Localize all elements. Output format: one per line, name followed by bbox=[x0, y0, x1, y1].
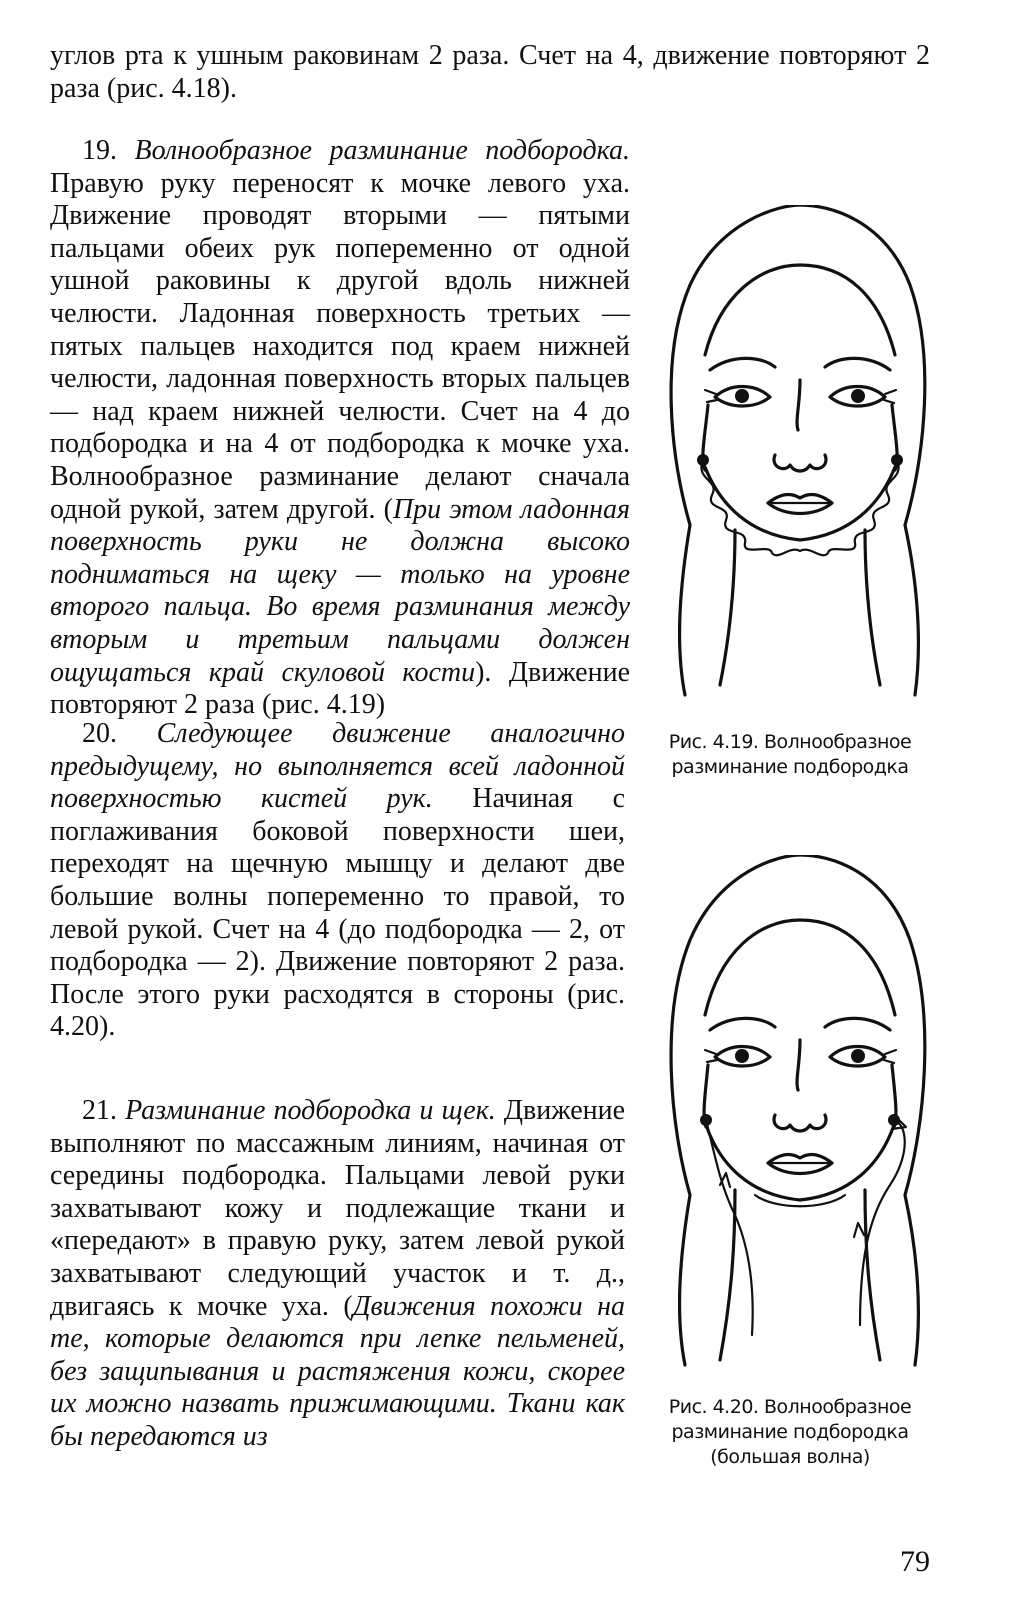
figure-4-19-caption bbox=[640, 730, 940, 780]
figure-4-19-caption-line1: Рис. 4.19. Волнообразное bbox=[668, 731, 912, 753]
item-20-text: Начиная с поглаживания боковой поверхности шеи, переходят на щечную мышцу и делают две большие волны попеременно то правой, то левой рукой. Счет на 4 (до подбородка — 2, от подбородка — 2). Движение повторяют 2 раза. После этого руки расходятся в стороны (рис. 4.20). bbox=[50, 783, 625, 1043]
figure-4-20-caption bbox=[640, 1395, 940, 1470]
item-21-paragraph bbox=[50, 1095, 625, 1454]
item-19-title-flow: Волнообразное разминание подбородка. bbox=[134, 135, 631, 166]
page-number: 79 bbox=[900, 1545, 930, 1578]
figure-4-20-caption-line3: (большая волна) bbox=[710, 1446, 870, 1468]
item-21-title: Разминание подбородка и щек. bbox=[125, 1095, 496, 1126]
intro-text: углов рта к ушным раковинам 2 раза. Счет на 4, движение повторяют 2 раза (рис. 4.18). bbox=[50, 40, 930, 104]
item-21-text: Движение выполняют по массажным линиям, начиная от середины подбородка. Пальцами левой руки захватывают кожу и подлежащие ткани и «передают» в правую руку, затем левой рукой захватывают следующий участок и т. д., двигаясь к мочке уха. ( bbox=[50, 1095, 626, 1322]
figure-4-20-face-illustration bbox=[660, 855, 940, 1375]
figure-4-19-face-illustration bbox=[660, 205, 940, 705]
figure-4-20-caption-line1: Рис. 4.20. Волнообразное bbox=[668, 1396, 912, 1418]
item-19-text1: Правую руку переносят к мочке левого уха. Движение проводят вторыми — пятыми пальцами обеих рук попеременно от одной ушной раковины к другой вдоль нижней челюсти. Ладонная поверхность третьих — пятых пальцев находится под краем нижней челюсти, ладонная поверхность вторых пальцев — над краем нижней челюсти. Счет на 4 до подбородка и на 4 от подбородка к мочке уха. Волнообразное разминание делают сначала одной рукой, затем другой. ( bbox=[50, 167, 630, 525]
figure-4-19-caption-line2: разминание подбородка bbox=[671, 756, 909, 778]
item-19-number-flow: 19. bbox=[82, 135, 117, 166]
item-20-number: 20. bbox=[82, 718, 117, 749]
item-20-title: Следующее движение аналогично предыдущему, но выполняется всей ладонной поверхностью кистей рук. bbox=[50, 718, 625, 815]
intro-paragraph bbox=[50, 40, 930, 105]
item-20-paragraph bbox=[50, 718, 625, 1044]
item-21-number: 21. bbox=[82, 1095, 117, 1126]
item-19-text2: ). Движение повторяют 2 раза (рис. 4.19) bbox=[50, 656, 630, 721]
figure-4-20-caption-line2: разминание подбородка bbox=[671, 1421, 909, 1443]
item-19-italic: При этом ладонная поверхность руки не должна высоко подниматься на щеку — только на уровне второго пальца. Во время разминания между вторым и третьим пальцами должен ощущаться край скуловой кости bbox=[50, 493, 630, 688]
item-21-italic: Движения похожи на те, которые делаются при лепке пельменей, без защипывания и растяжения кожи, скорее их можно назвать прижимающими. Ткани как бы передаются из bbox=[50, 1290, 625, 1452]
